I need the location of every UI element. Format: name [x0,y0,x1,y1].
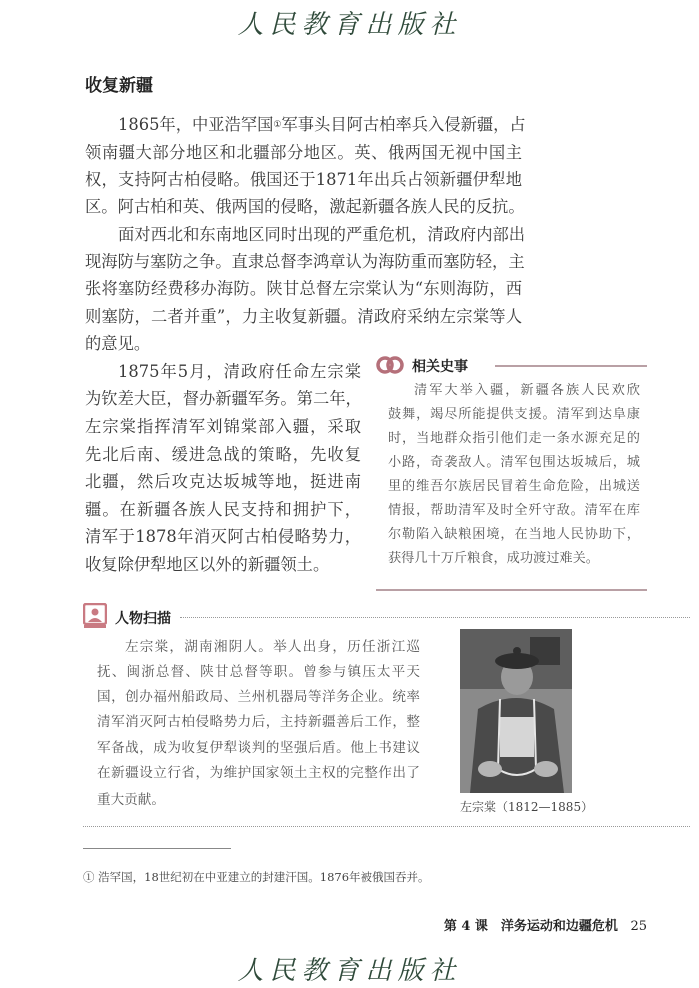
paragraph-line: 先北后南、缓进急战的策略，先收复 [85,445,361,464]
publisher-logo-bottom: 人民教育出版社 [237,956,462,986]
person-line: 清军消灭阿古柏侵略势力后，主持新疆善后工作，整 [97,714,420,730]
paragraph-line: 疆。在新疆各族人民支持和拥护下， [85,500,361,519]
paragraph-line: 区。阿古柏和英、俄两国的侵略，激起新疆各族人民的反抗。 [85,197,525,216]
page-footer [444,915,647,934]
footnote-rule [83,848,231,849]
person-line: 在新疆设立行省，为维护国家领土主权的完整作出了 [97,765,420,781]
portrait-photo [460,629,572,793]
footnote-marker[interactable]: ① [273,120,282,130]
divider [495,365,647,367]
person-scan-heading: 人物扫描 [115,611,171,627]
paragraph-line: 张将塞防经费移办海防。陕甘总督左宗棠认为“东则海防，西 [85,279,522,298]
paragraph-line: 面对西北和东南地区同时出现的严重危机，清政府内部出 [118,225,526,244]
person-line: 左宗棠，湖南湘阴人。举人出身，历任浙江巡 [125,639,420,655]
paragraph-line: 北疆，然后攻克达坂城等地，挺进南 [85,472,361,491]
page-number: 25 [630,919,647,934]
sidebar-line: 获得几十万斤粮食，成功渡过难关。 [388,551,599,566]
paragraph-line: 1875年5月，清政府任命左宗棠 [118,362,361,381]
lesson-title: 第 4 课 洋务运动和边疆危机 [443,919,618,934]
paragraph-line: 清军于1878年消灭阿古柏侵略势力， [85,527,361,546]
divider [180,617,690,618]
related-history-heading: 相关史事 [412,359,468,375]
person-line: 国，创办福州船政局、兰州机器局等洋务企业。统率 [97,689,420,705]
person-icon [83,603,107,629]
paragraph-line: 则塞防，二者并重”，力主收复新疆。清政府采纳左宗棠等人 [85,307,522,326]
paragraph-line: 左宗棠指挥清军刘锦棠部入疆，采取 [85,417,361,436]
sidebar-line: 时，当地群众指引他们走一条水源充足的 [388,431,640,446]
divider [83,826,690,827]
sidebar-line: 鼓舞，竭尽所能提供支援。清军到达阜康 [388,407,640,422]
paragraph-line: 收复除伊犁地区以外的新疆领土。 [85,555,330,574]
sidebar-line: 小路，奇袭敌人。清军包围达坂城后，城 [388,455,640,470]
person-line: 重大贡献。 [97,792,165,808]
sidebar-line: 清军大举入疆，新疆各族人民欢欣 [414,383,640,398]
divider [376,589,647,591]
person-line: 抚、闽浙总督、陕甘总督等职。曾参与镇压太平天 [97,664,420,680]
sidebar-line: 尔勒陷入缺粮困境，在当地人民协助下， [388,527,640,542]
sidebar-line: 情报，帮助清军及时全歼守敌。清军在库 [388,503,640,518]
related-history-icon [376,352,404,378]
paragraph-line: 现海防与塞防之争。直隶总督李鸿章认为海防重而塞防轻，主 [85,252,525,271]
paragraph-line: 权，支持阿古柏侵略。俄国还于1871年出兵占领新疆伊犁地 [85,170,522,189]
paragraph-line: 为钦差大臣，督办新疆军务。第二年， [85,389,362,408]
sidebar-line: 里的维吾尔族居民冒着生命危险，出城送 [388,479,640,494]
paragraph-line: 领南疆大部分地区和北疆部分地区。英、俄两国无视中国主 [85,143,522,162]
paragraph-line: 1865年，中亚浩罕国①军事头目阿古柏率兵入侵新疆，占 [118,115,526,134]
paragraph-line: 的意见。 [85,334,151,353]
photo-caption: 左宗棠（1812—1885） [460,800,594,814]
footnote: ① 浩罕国，18世纪初在中亚建立的封建汗国。1876年被俄国吞并。 [83,870,430,884]
section-title: 收复新疆 [85,76,153,96]
person-line: 军备战，成为收复伊犁谈判的坚强后盾。他上书建议 [97,740,420,756]
publisher-logo-top: 人民教育出版社 [237,10,462,40]
